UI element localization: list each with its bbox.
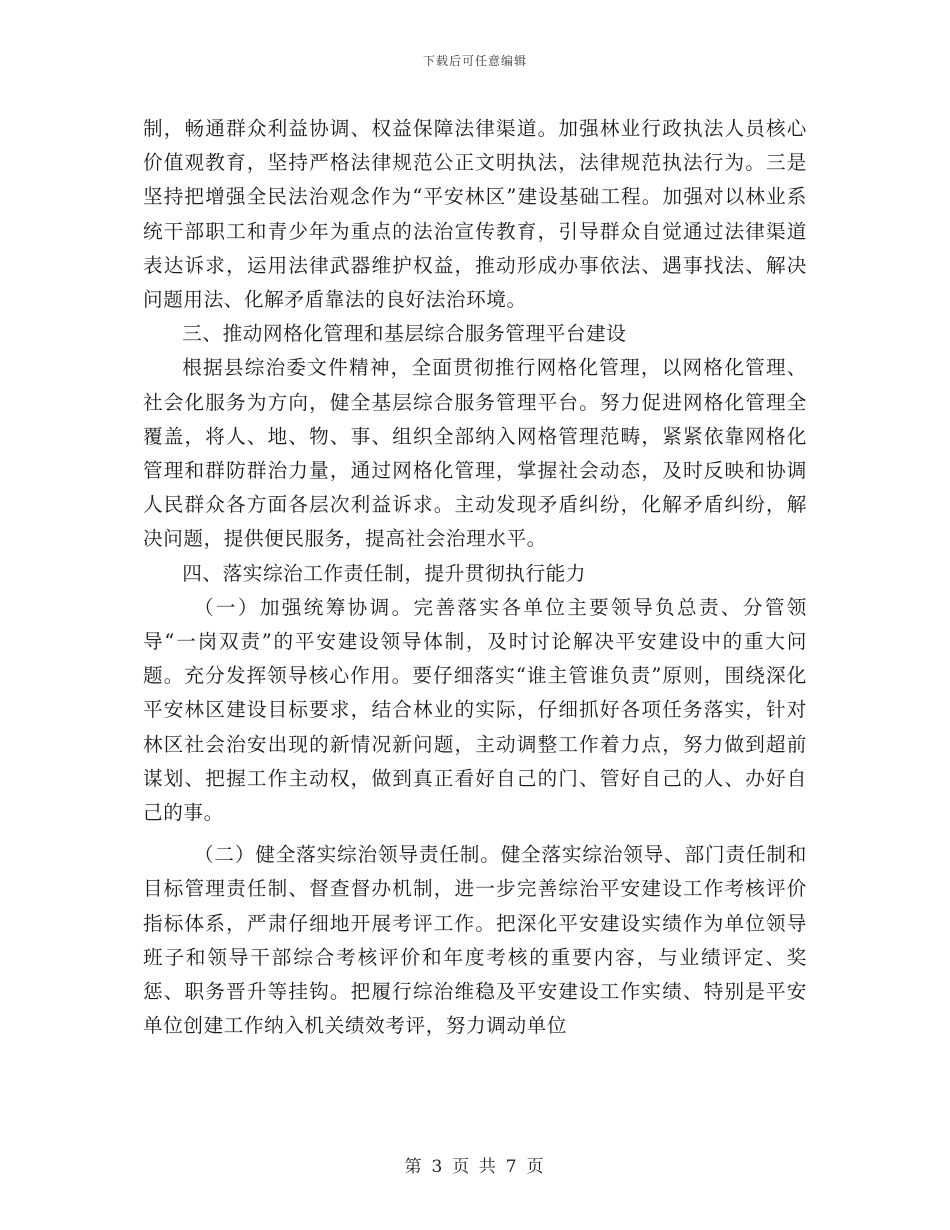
total-pages-number: 7 bbox=[505, 1157, 519, 1177]
footer-middle: 页 共 bbox=[452, 1157, 498, 1177]
page-header: 下载后可任意编辑 bbox=[422, 54, 527, 68]
paragraph-2: 根据县综治委文件精神，全面贯彻推行网格化管理，以网格化管理、社会化服务为方向，健全基层综合服务管理平台。努力促进网格化管理全覆盖，将人、地、物、事、组织全部纳入网格管理范畴，紧紧依靠网格化管理和群防群治力量，通过网格化管理，掌握社会动态，及时反映和协调人民群众各方面各层次利益诉求。主动发现矛盾纠纷，化解矛盾纠纷，解决问题，提供便民服务，提高社会治理水平。 bbox=[143, 356, 807, 551]
paragraph-1: 制，畅通群众利益协调、权益保障法律渠道。加强林业行政执法人员核心价值观教育，坚持严格法律规范公正文明执法，法律规范执法行为。三是坚持把增强全民法治观念作为“平安林区”建设基础工程。加强对以林业系统干部职工和青少年为重点的法治宣传教育，引导群众自觉通过法律渠道表达诉求，运用法律武器维护权益，推动形成办事依法、遇事找法、解决问题用法、化解矛盾靠法的良好法治环境。 bbox=[143, 117, 807, 312]
subsection-1: （一）加强统筹协调。完善落实各单位主要领导负总责、分管领导“一岗双责”的平安建设领导体制，及时讨论解决平安建设中的重大问题。充分发挥领导核心作用。要仔细落实“谁主管谁负责”原则，围绕深化平安林区建设目标要求，结合林业的实际，仔细抓好各项任务落实，针对林区社会治安出现的新情况新问题，主动调整工作着力点，努力做到超前谋划、把握工作主动权，做到真正看好自己的门、管好自己的人、办好自己的事。 bbox=[143, 595, 807, 825]
current-page-number: 3 bbox=[431, 1157, 445, 1177]
page-number-footer bbox=[0, 1152, 950, 1177]
document-body bbox=[143, 112, 807, 1043]
section-heading-4: 四、落实综治工作责任制，提升贯彻执行能力 bbox=[182, 561, 587, 585]
subsection-2: （二）健全落实综治领导责任制。健全落实综治领导、部门责任制和目标管理责任制、督查督办机制，进一步完善综治平安建设工作考核评价指标体系，严肃仔细地开展考评工作。把深化平安建设实绩作为单位领导班子和领导干部综合考核评价和年度考核的重要内容，与业绩评定、奖惩、职务晋升等挂钩。把履行综治维稳及平安建设工作实绩、特别是平安单位创建工作纳入机关绩效考评，努力调动单位 bbox=[143, 843, 807, 1038]
footer-prefix: 第 bbox=[404, 1157, 424, 1177]
footer-suffix: 页 bbox=[526, 1157, 546, 1177]
section-heading-3: 三、推动网格化管理和基层综合服务管理平台建设 bbox=[182, 322, 627, 346]
